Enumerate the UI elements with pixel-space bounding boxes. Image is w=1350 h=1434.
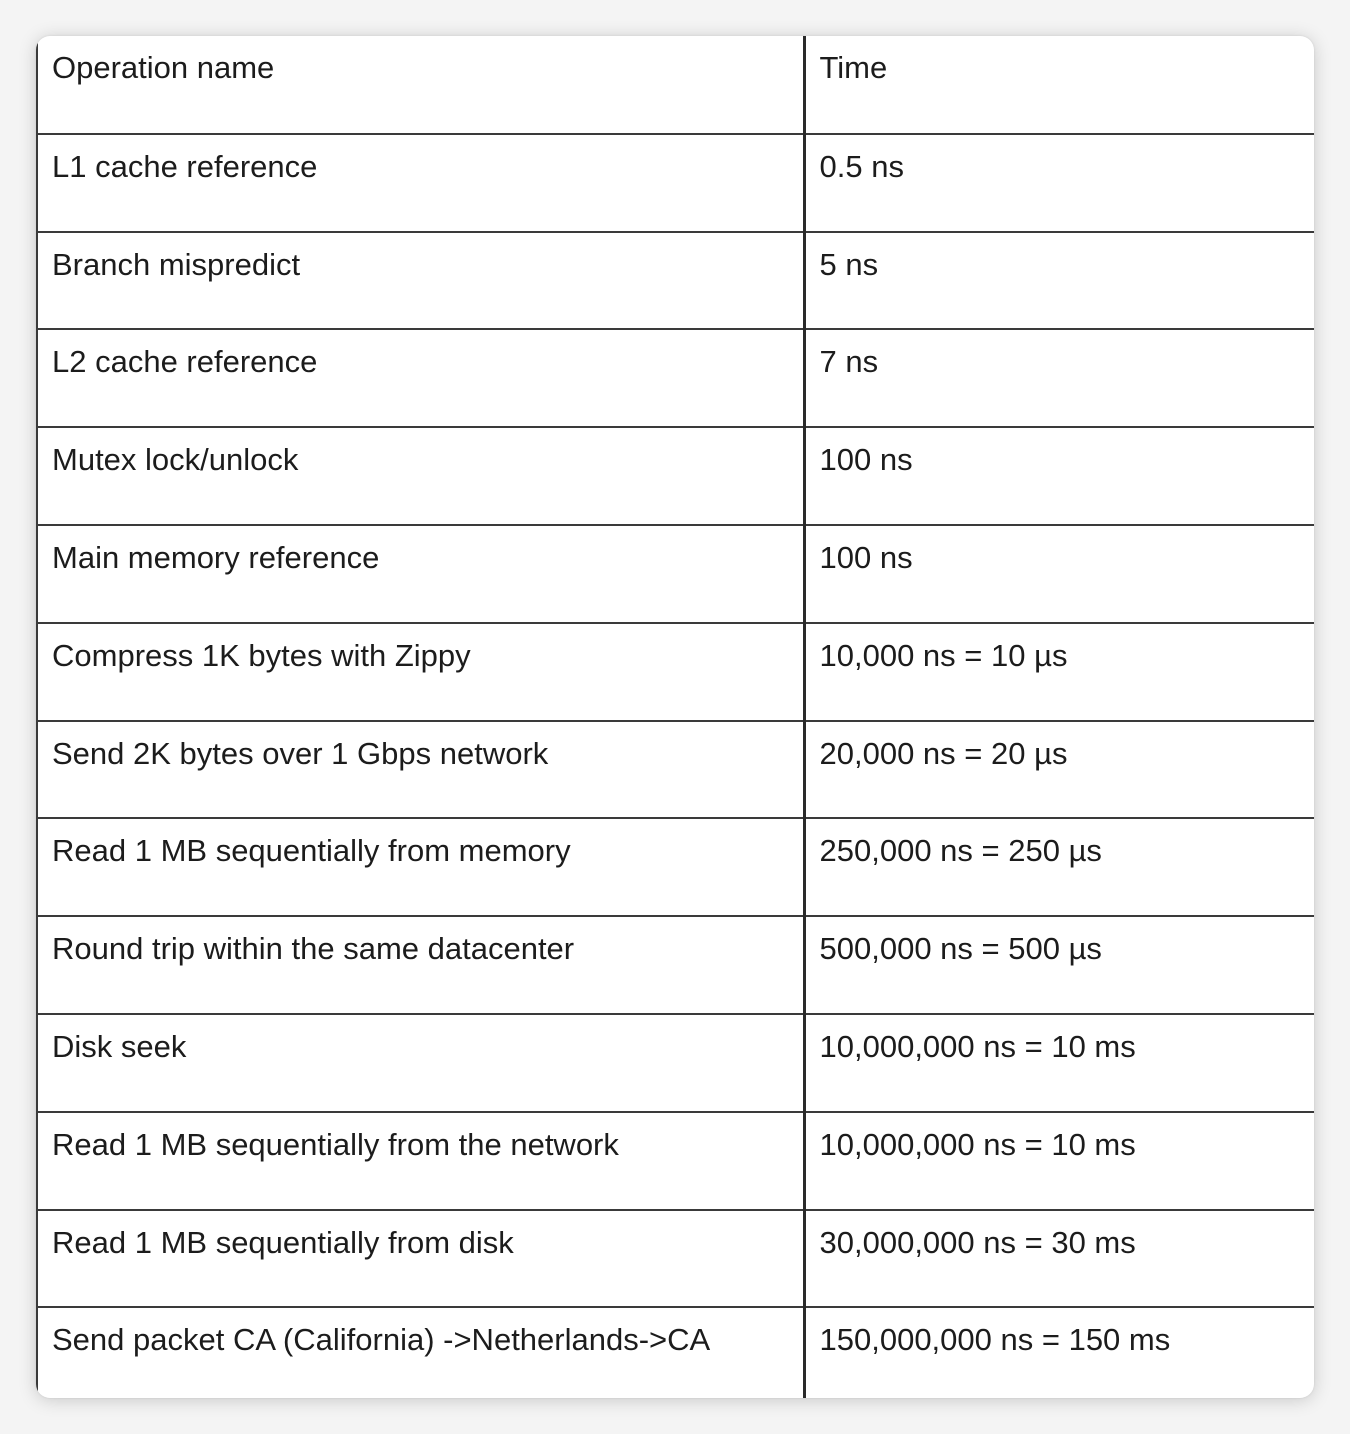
operation-cell: Compress 1K bytes with Zippy [37,623,804,721]
latency-table-body [37,36,1314,1398]
time-cell: 100 ns [804,427,1314,525]
table-row [37,1307,1314,1398]
operation-cell: Read 1 MB sequentially from memory [37,818,804,916]
operation-cell: Read 1 MB sequentially from disk [37,1210,804,1308]
time-cell: 10,000,000 ns = 10 ms [804,1014,1314,1112]
operation-cell: Branch mispredict [37,232,804,330]
table-row [37,329,1314,427]
time-cell: 20,000 ns = 20 µs [804,721,1314,819]
table-row [37,134,1314,232]
operation-cell: Send 2K bytes over 1 Gbps network [37,721,804,819]
table-row [37,623,1314,721]
time-cell: 150,000,000 ns = 150 ms [804,1307,1314,1398]
latency-table [36,36,1314,1398]
time-cell: 0.5 ns [804,134,1314,232]
operation-cell: Disk seek [37,1014,804,1112]
operation-cell: Round trip within the same datacenter [37,916,804,1014]
table-row [37,1112,1314,1210]
header-operation-name: Operation name [37,36,804,134]
operation-cell: Main memory reference [37,525,804,623]
time-cell: 5 ns [804,232,1314,330]
table-row [37,916,1314,1014]
table-row [37,1210,1314,1308]
table-row [37,1014,1314,1112]
operation-cell: Mutex lock/unlock [37,427,804,525]
table-header-row [37,36,1314,134]
table-row [37,427,1314,525]
table-row [37,818,1314,916]
time-cell: 10,000 ns = 10 µs [804,623,1314,721]
operation-cell: L1 cache reference [37,134,804,232]
table-row [37,525,1314,623]
time-cell: 100 ns [804,525,1314,623]
table-row [37,232,1314,330]
table-row [37,721,1314,819]
operation-cell: L2 cache reference [37,329,804,427]
time-cell: 500,000 ns = 500 µs [804,916,1314,1014]
table-card [36,36,1314,1398]
time-cell: 250,000 ns = 250 µs [804,818,1314,916]
operation-cell: Send packet CA (California) ->Netherlands->CA [37,1307,804,1398]
time-cell: 7 ns [804,329,1314,427]
time-cell: 30,000,000 ns = 30 ms [804,1210,1314,1308]
operation-cell: Read 1 MB sequentially from the network [37,1112,804,1210]
header-time: Time [804,36,1314,134]
time-cell: 10,000,000 ns = 10 ms [804,1112,1314,1210]
